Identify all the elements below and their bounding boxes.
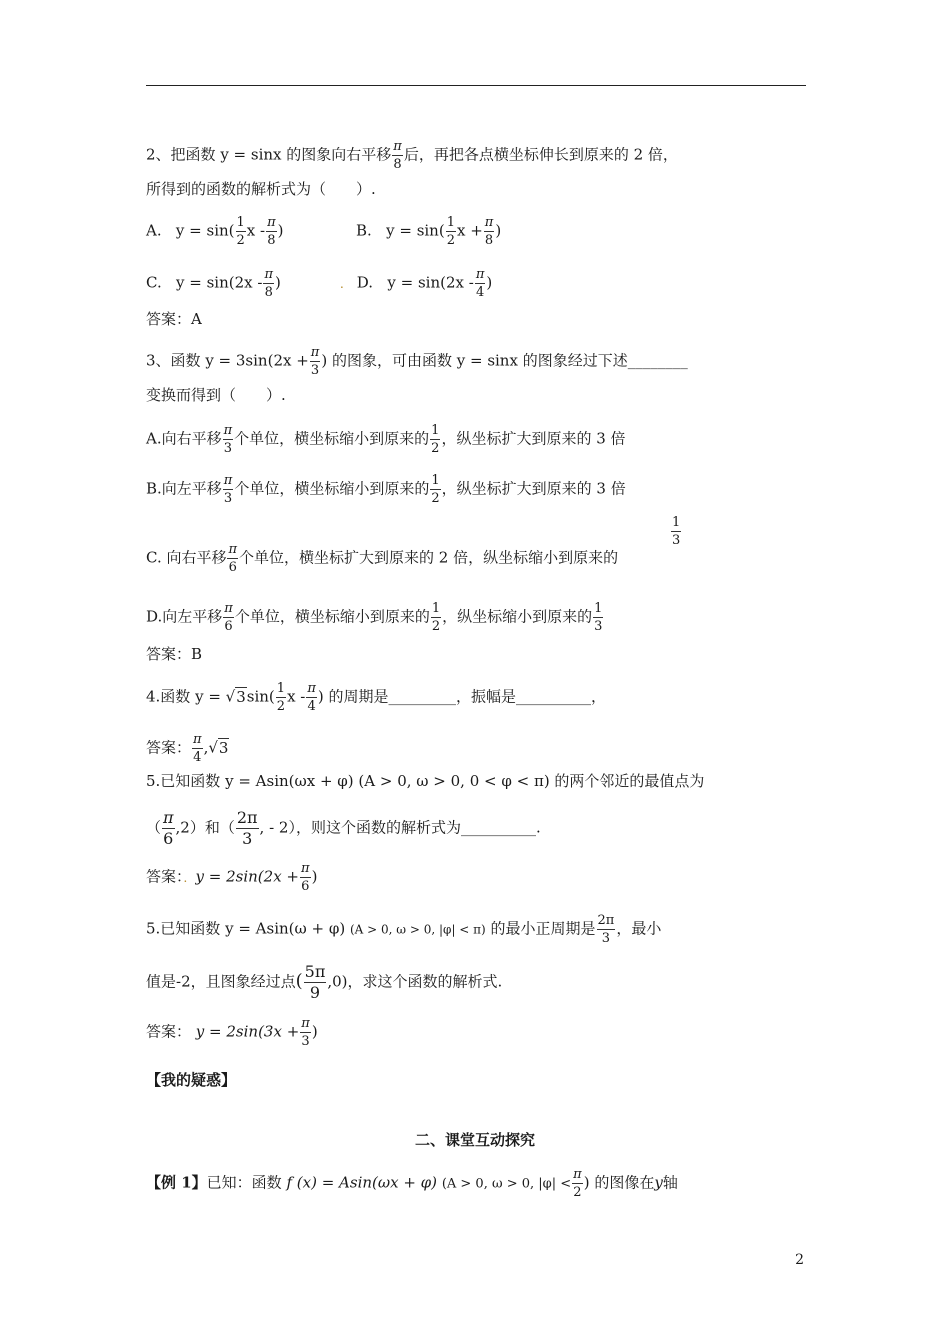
- example1-line: 【例 1】已知：函数 f (x) = Asin(ωx + φ) (A > 0, ω > 0, |φ| < $\frac{\pi}{2}$ ) 的图像在y轴: [146, 1167, 678, 1200]
- my-doubts-heading: 【我的疑惑】: [146, 1071, 237, 1089]
- q5b-line2: 值是-2，且图象经过点( $\frac{5\pi}{9}$ ,0)，求这个函数的解析式.: [146, 962, 503, 1002]
- q2-option-b: B. y = sin( $\frac{1}{2}$ x + $\frac{\pi}{8}$ ): [356, 215, 502, 248]
- section-heading: 二、课堂互动探究: [414, 1131, 535, 1149]
- q3-option-a: A.向右平移 $\frac{\pi}{3}$ 个单位，横坐标缩小到原来的 $\frac{1}{2}$ ，纵坐标扩大到原来的 3 倍: [146, 423, 626, 456]
- q2-option-c: C. y = sin(2x - $\frac{\pi}{8}$ ): [146, 267, 281, 300]
- q5b-answer: 答案： y = 2sin(3x + $\frac{\pi}{3}$ ): [146, 1016, 318, 1049]
- q4-answer: 答案： $\frac{\pi}{4}$ ,√3: [146, 732, 229, 765]
- q2-option-d: ． D. y = sin(2x - $\frac{\pi}{4}$ ): [340, 267, 493, 300]
- header-rule: [146, 85, 806, 86]
- q5a-line1: 5.已知函数 y = Asin(ωx + φ) (A > 0, ω > 0, 0 < φ < π) 的两个邻近的最值点为: [146, 772, 705, 790]
- q3-line2: 变换而得到（ ）.: [146, 386, 286, 404]
- q5a-line2: （ $\frac{\pi}{6}$ ,2）和（ $\frac{2\pi}{3}$ , - 2），则这个函数的解析式为__________.: [146, 808, 541, 848]
- q3-option-d: D.向左平移 $\frac{\pi}{6}$ 个单位，横坐标缩小到原来的 $\frac{1}{2}$ ，纵坐标缩小到原来的 $\frac{1}{3}$: [146, 601, 603, 634]
- q3-option-c-fraction: $\frac{1}{3}$: [672, 515, 681, 548]
- q5b-line1: 5.已知函数 y = Asin(ω + φ) (A > 0, ω > 0, |φ| < π) 的最小正周期是 $\frac{2\pi}{3}$ ，最小: [146, 913, 662, 946]
- q2-line1: 2、把函数 y = sinx 的图象向右平移 $\frac{\pi}{8}$ 后，再把各点横坐标伸长到原来的 2 倍，: [146, 139, 678, 172]
- q2-answer: 答案：A: [146, 310, 202, 328]
- q2-option-a: A. y = sin( $\frac{1}{2}$ x - $\frac{\pi}{8}$ ): [146, 215, 284, 248]
- q3-option-c: C. 向右平移 $\frac{\pi}{6}$ 个单位，横坐标扩大到原来的 2 倍，纵坐标缩小到原来的: [146, 542, 619, 575]
- q3-answer: 答案：B: [146, 645, 203, 663]
- q5a-answer: 答案：．y = 2sin(2x + $\frac{\pi}{6}$ ): [146, 861, 318, 894]
- q2-line2: 所得到的函数的解析式为（ ）.: [146, 180, 376, 198]
- q3-line1: 3、函数 y = 3sin(2x + $\frac{\pi}{3}$ ) 的图象，可由函数 y = sinx 的图象经过下述________: [146, 345, 688, 378]
- q4-line: 4.函数 y = √3sin( $\frac{1}{2}$ x - $\frac{\pi}{4}$ ) 的周期是_________，振幅是__________，: [146, 681, 607, 714]
- page-number: 2: [795, 1252, 804, 1268]
- q3-option-b: B.向左平移 $\frac{\pi}{3}$ 个单位，横坐标缩小到原来的 $\frac{1}{2}$ ，纵坐标扩大到原来的 3 倍: [146, 473, 626, 506]
